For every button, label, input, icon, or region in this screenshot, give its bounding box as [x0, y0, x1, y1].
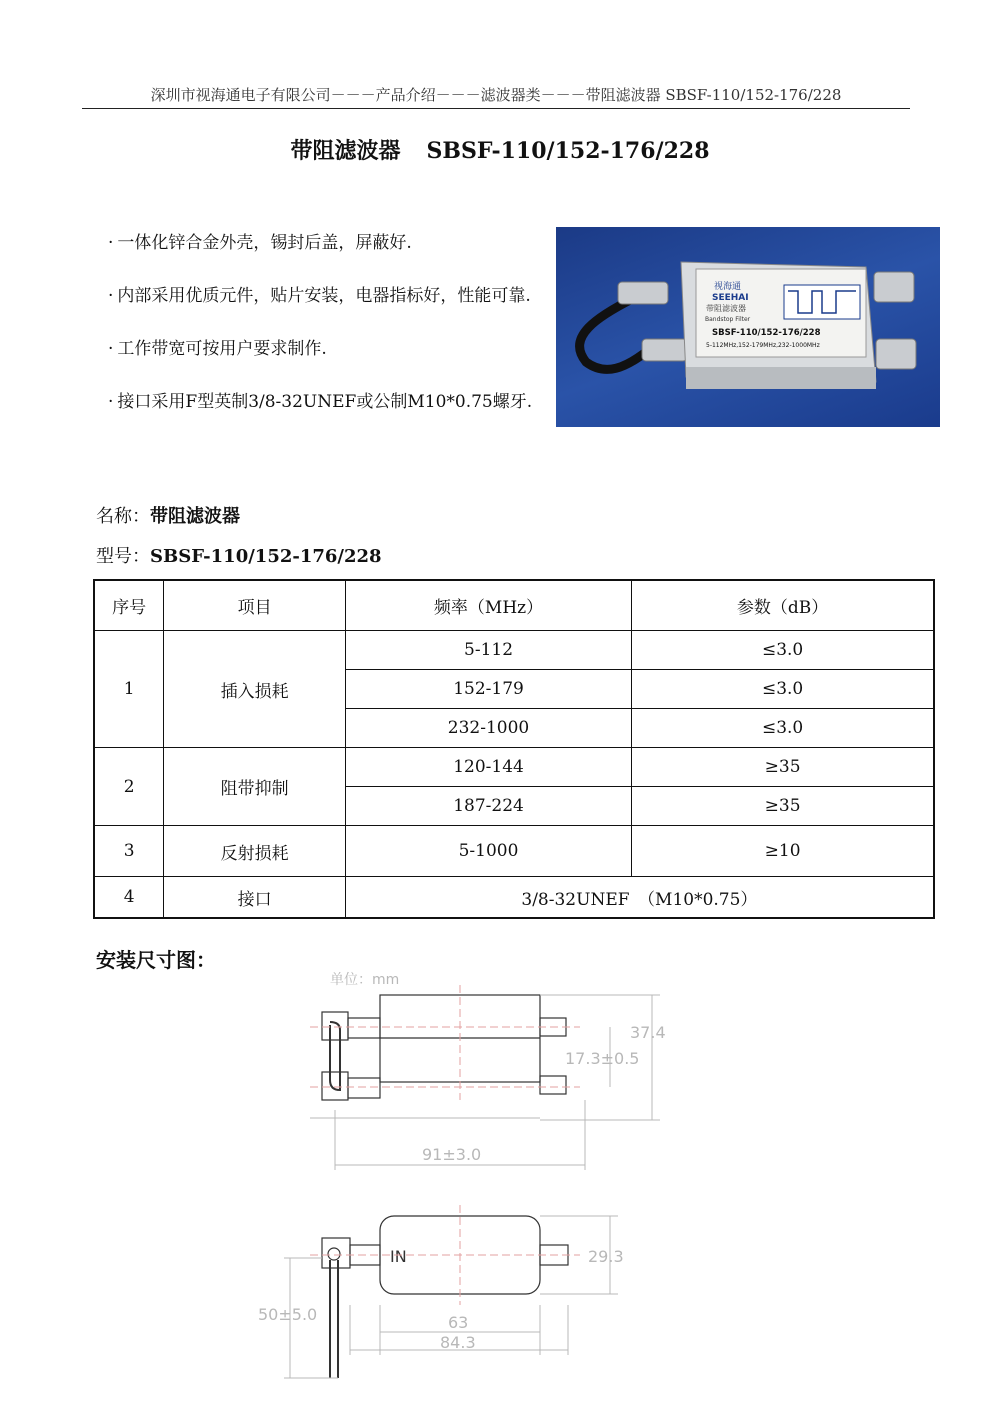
photo-type-cn: 带阻滤波器 — [706, 304, 746, 313]
table-row — [94, 631, 934, 670]
top-view — [322, 995, 566, 1100]
dim-height: 37.4 — [630, 1023, 666, 1042]
cell-param: ≤3.0 — [632, 631, 934, 670]
table-row — [94, 877, 934, 919]
feature-item: · 接口采用F型英制3/8-32UNEF或公制M10*0.75螺牙. — [108, 392, 533, 412]
cell-param: ≤3.0 — [632, 670, 934, 709]
photo-type-en: Bandstop Filter — [705, 316, 751, 323]
page-title — [0, 134, 1000, 165]
product-photo — [556, 227, 940, 427]
in-label: IN — [390, 1247, 407, 1266]
dim-side-height: 29.3 — [588, 1247, 624, 1266]
side-view — [322, 1216, 568, 1378]
unit-label: 单位：mm — [330, 972, 400, 988]
cell-item: 反射损耗 — [164, 826, 346, 877]
dim-inner-length: 63 — [448, 1313, 469, 1332]
dimension-drawing — [250, 960, 710, 1400]
photo-brand-en: SEEHAI — [712, 293, 749, 303]
cell-freq: 120-144 — [345, 748, 631, 787]
dim-length: 91±3.0 — [422, 1145, 482, 1164]
photo-model: SBSF-110/152-176/228 — [712, 328, 821, 338]
title-product-name: 带阻滤波器 — [290, 138, 401, 164]
cell-interface-spec: 3/8-32UNEF （M10*0.75） — [345, 877, 934, 919]
feature-item: · 内部采用优质元件，贴片安装，电器指标好，性能可靠. — [108, 286, 531, 306]
cell-no: 4 — [94, 877, 164, 919]
feature-item: · 工作带宽可按用户要求制作. — [108, 339, 327, 359]
table-row — [94, 826, 934, 877]
product-name-label: 名称： — [96, 506, 150, 527]
cell-item: 接口 — [164, 877, 346, 919]
feature-list — [108, 230, 538, 442]
cell-param: ≥35 — [632, 787, 934, 826]
table-row — [94, 748, 934, 787]
drawing-section-title: 安装尺寸图： — [96, 948, 216, 972]
product-name-value: 带阻滤波器 — [150, 506, 240, 527]
cell-freq: 5-1000 — [345, 826, 631, 877]
col-header-no: 序号 — [94, 580, 164, 631]
product-model-label: 型号： — [96, 546, 150, 567]
product-photo-illustration — [556, 227, 940, 427]
cell-item: 插入损耗 — [164, 631, 346, 748]
spec-table — [93, 579, 935, 919]
cell-param: ≤3.0 — [632, 709, 934, 748]
product-model-value: SBSF-110/152-176/228 — [150, 546, 382, 567]
title-model: SBSF-110/152-176/228 — [426, 138, 710, 164]
cell-freq: 232-1000 — [345, 709, 631, 748]
cell-freq: 5-112 — [345, 631, 631, 670]
col-header-freq: 频率（MHz） — [345, 580, 631, 631]
col-header-item: 项目 — [164, 580, 346, 631]
cell-freq: 152-179 — [345, 670, 631, 709]
dim-body-length: 84.3 — [440, 1333, 476, 1352]
photo-bands: 5-112MHz,152-179MHz,232-1000MHz — [706, 342, 820, 349]
product-name-line — [96, 502, 240, 528]
cell-no: 3 — [94, 826, 164, 877]
cell-param: ≥35 — [632, 748, 934, 787]
table-header-row — [94, 580, 934, 631]
cell-no: 1 — [94, 631, 164, 748]
feature-item: · 一体化锌合金外壳，锡封后盖，屏蔽好. — [108, 233, 412, 253]
cell-freq: 187-224 — [345, 787, 631, 826]
dim-pitch: 17.3±0.5 — [565, 1049, 640, 1068]
cell-param: ≥10 — [632, 826, 934, 877]
cell-no: 2 — [94, 748, 164, 826]
product-model-line — [96, 542, 382, 568]
page-header: 深圳市视海通电子有限公司－－－产品介绍－－－滤波器类－－－带阻滤波器 SBSF-110/152-176/228 — [82, 84, 910, 109]
cell-item: 阻带抑制 — [164, 748, 346, 826]
col-header-param: 参数（dB） — [632, 580, 934, 631]
dim-cable-length: 50±5.0 — [258, 1305, 318, 1324]
photo-brand-cn: 视海通 — [714, 282, 742, 292]
